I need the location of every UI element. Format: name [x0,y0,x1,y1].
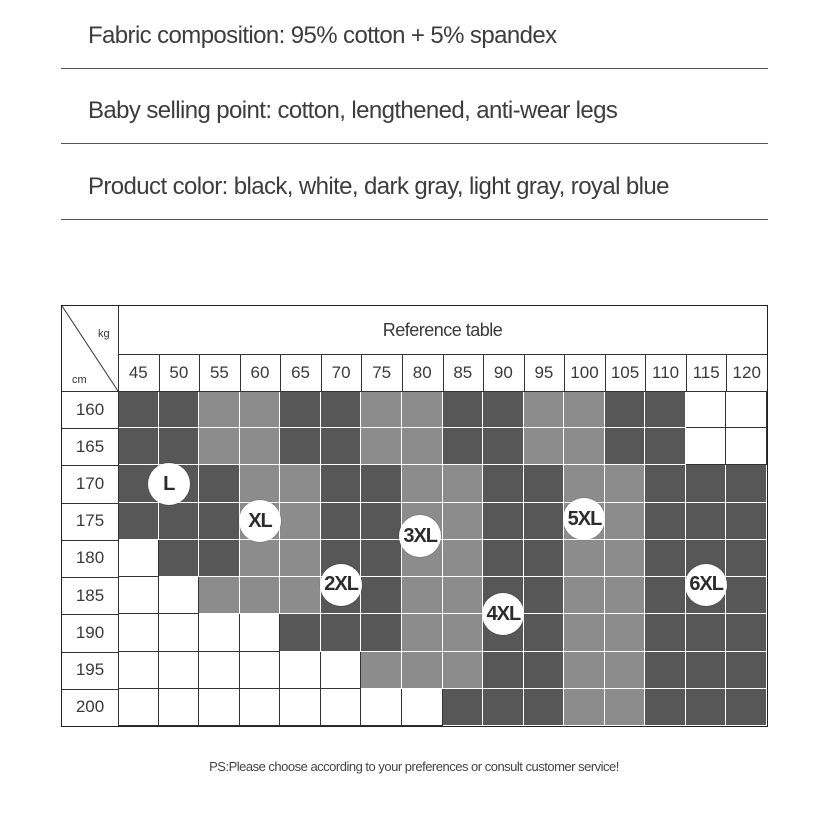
size-cell [321,465,362,502]
size-cell [240,540,281,577]
size-cell [199,428,240,465]
weight-column-line [564,354,565,391]
size-cell [524,652,565,689]
size-cell [402,428,443,465]
size-cell [118,577,159,614]
size-cell [159,428,200,465]
height-row-line [62,577,118,578]
size-cell [726,391,767,428]
size-badge: 4XL [482,593,524,635]
size-cell [402,577,443,614]
weight-header-cell: 45 [118,354,159,391]
weight-column-line [645,354,646,391]
size-cell [564,689,605,726]
height-header-cell: 185 [62,577,118,614]
size-badge: 2XL [320,564,362,606]
size-cell [483,391,524,428]
height-header-cell: 160 [62,391,118,428]
weight-header-cell: 60 [240,354,281,391]
size-cell [564,652,605,689]
size-cell [686,391,727,428]
size-cell [240,614,281,651]
size-cell [726,614,767,651]
first-column-line [118,306,119,726]
size-cell [118,428,159,465]
size-cell [361,652,402,689]
size-cell [402,689,443,726]
weight-header-cell: 105 [605,354,646,391]
size-cell [280,577,321,614]
size-cell [443,652,484,689]
weight-header-cell: 110 [645,354,686,391]
divider-1 [61,68,768,69]
size-cell [726,503,767,540]
size-cell [361,391,402,428]
size-cell [686,465,727,502]
size-cell [605,428,646,465]
size-cell [321,614,362,651]
height-row-line [62,614,118,615]
size-cell [726,652,767,689]
size-cell [645,503,686,540]
weight-column-line [686,354,687,391]
size-cell [483,540,524,577]
weight-column-line [321,354,322,391]
corner-kg-label: kg [98,328,110,340]
size-cell [361,614,402,651]
weight-header-cell: 55 [199,354,240,391]
weight-header-cell: 65 [280,354,321,391]
info-selling-point: Baby selling point: cotton, lengthened, anti-wear legs [88,97,618,124]
size-cell [240,652,281,689]
size-cell [605,577,646,614]
size-cell [726,540,767,577]
header-bottom-line [62,391,767,392]
corner-diagonal [62,306,118,391]
size-cell [199,503,240,540]
size-cell [118,503,159,540]
size-cell [280,540,321,577]
size-cell [199,540,240,577]
size-cell [645,465,686,502]
size-cell [564,391,605,428]
size-cell [483,428,524,465]
height-row-line [62,689,118,690]
height-header-cell: 170 [62,465,118,502]
size-cell [645,689,686,726]
size-cell [321,689,362,726]
size-cell [686,689,727,726]
size-cell [361,540,402,577]
size-cell [443,465,484,502]
info-fabric: Fabric composition: 95% cotton + 5% spandex [88,22,557,49]
size-cell [118,540,159,577]
size-cell [240,689,281,726]
weight-column-line [402,354,403,391]
weight-column-line [483,354,484,391]
size-cell [240,465,281,502]
size-cell [361,503,402,540]
size-cell [564,540,605,577]
size-cell [199,689,240,726]
size-cell [240,577,281,614]
size-cell [524,540,565,577]
height-row-line [62,652,118,653]
size-cell [159,391,200,428]
size-cell [280,689,321,726]
weight-column-line [199,354,200,391]
size-cell [645,614,686,651]
size-cell [605,503,646,540]
divider-3 [61,219,768,220]
height-header-cell: 190 [62,614,118,651]
size-badge: 3XL [399,515,441,557]
size-cell [361,428,402,465]
weight-column-line [726,354,727,391]
size-cell [240,391,281,428]
size-cell [199,577,240,614]
height-header-cell: 165 [62,428,118,465]
size-cell [645,577,686,614]
size-cell [159,614,200,651]
size-cell [605,540,646,577]
info-color: Product color: black, white, dark gray, light gray, royal blue [88,173,669,200]
weight-column-line [240,354,241,391]
height-header-cell: 200 [62,689,118,726]
corner-cm-label: cm [72,374,87,386]
size-cell [361,689,402,726]
size-cell [483,465,524,502]
size-cell [321,503,362,540]
size-cell [645,652,686,689]
size-cell [280,652,321,689]
weight-header-cell: 95 [524,354,565,391]
size-cell [524,465,565,502]
size-cell [605,614,646,651]
size-cell [361,465,402,502]
ps-note: PS:Please choose according to your preferences or consult customer service! [209,759,619,774]
height-row-line [62,428,118,429]
size-cell [686,652,727,689]
size-cell [564,577,605,614]
size-cell [280,391,321,428]
size-cell [524,391,565,428]
size-cell [524,503,565,540]
size-cell [443,391,484,428]
size-cell [686,503,727,540]
table-title: Reference table [118,306,767,354]
size-cell [564,465,605,502]
size-cell [686,614,727,651]
size-cell [645,428,686,465]
height-row-line [62,540,118,541]
size-cell [159,689,200,726]
weight-header-cell: 100 [564,354,605,391]
height-header-cell: 180 [62,540,118,577]
weight-header-cell: 115 [686,354,727,391]
weight-column-line [159,354,160,391]
size-badge: L [148,463,190,505]
size-cell [443,577,484,614]
size-cell [686,428,727,465]
size-cell [726,577,767,614]
size-badge: 5XL [563,498,605,540]
size-cell [483,689,524,726]
height-header-cell: 175 [62,503,118,540]
size-cell [321,391,362,428]
size-cell [240,428,281,465]
size-cell [605,652,646,689]
size-cell [159,540,200,577]
weight-header-cell: 50 [159,354,200,391]
size-cell [524,428,565,465]
size-cell [443,503,484,540]
size-cell [402,614,443,651]
size-cell [443,689,484,726]
size-cell [402,391,443,428]
weight-header-cell: 90 [483,354,524,391]
size-cell [524,614,565,651]
size-cell [605,689,646,726]
height-row-line [62,465,118,466]
size-badge: 6XL [685,564,727,606]
size-cell [280,614,321,651]
size-cell [280,428,321,465]
height-row-line [62,503,118,504]
size-cell [280,465,321,502]
size-cell [726,428,767,465]
size-cell [321,428,362,465]
size-cell [605,391,646,428]
size-cell [118,614,159,651]
weight-column-line [280,354,281,391]
size-cell [159,652,200,689]
size-cell [199,391,240,428]
size-cell [443,428,484,465]
size-cell [524,689,565,726]
size-cell [564,614,605,651]
size-cell [726,689,767,726]
size-cell [483,503,524,540]
weight-column-line [605,354,606,391]
size-cell [199,465,240,502]
size-badge: XL [239,500,281,542]
weight-header-cell: 85 [443,354,484,391]
divider-2 [61,143,768,144]
weight-column-line [524,354,525,391]
weight-column-line [361,354,362,391]
size-cell [199,652,240,689]
size-cell [159,503,200,540]
size-cell [321,652,362,689]
size-cell [443,540,484,577]
size-cell [726,465,767,502]
size-cell [402,652,443,689]
size-cell [483,652,524,689]
size-cell [645,540,686,577]
weight-column-line [443,354,444,391]
size-cell [280,503,321,540]
size-cell [443,614,484,651]
size-cell [159,577,200,614]
weight-header-cell: 70 [321,354,362,391]
size-cell [564,428,605,465]
weight-header-cell: 120 [726,354,767,391]
weight-header-cell: 80 [402,354,443,391]
size-cell [524,577,565,614]
size-cell [645,391,686,428]
height-header-cell: 195 [62,652,118,689]
size-cell [605,465,646,502]
size-cell [402,465,443,502]
size-cell [118,689,159,726]
weight-header-cell: 75 [361,354,402,391]
size-cell [361,577,402,614]
size-cell [199,614,240,651]
size-reference-table [61,305,768,727]
size-cell [118,391,159,428]
size-cell [118,652,159,689]
